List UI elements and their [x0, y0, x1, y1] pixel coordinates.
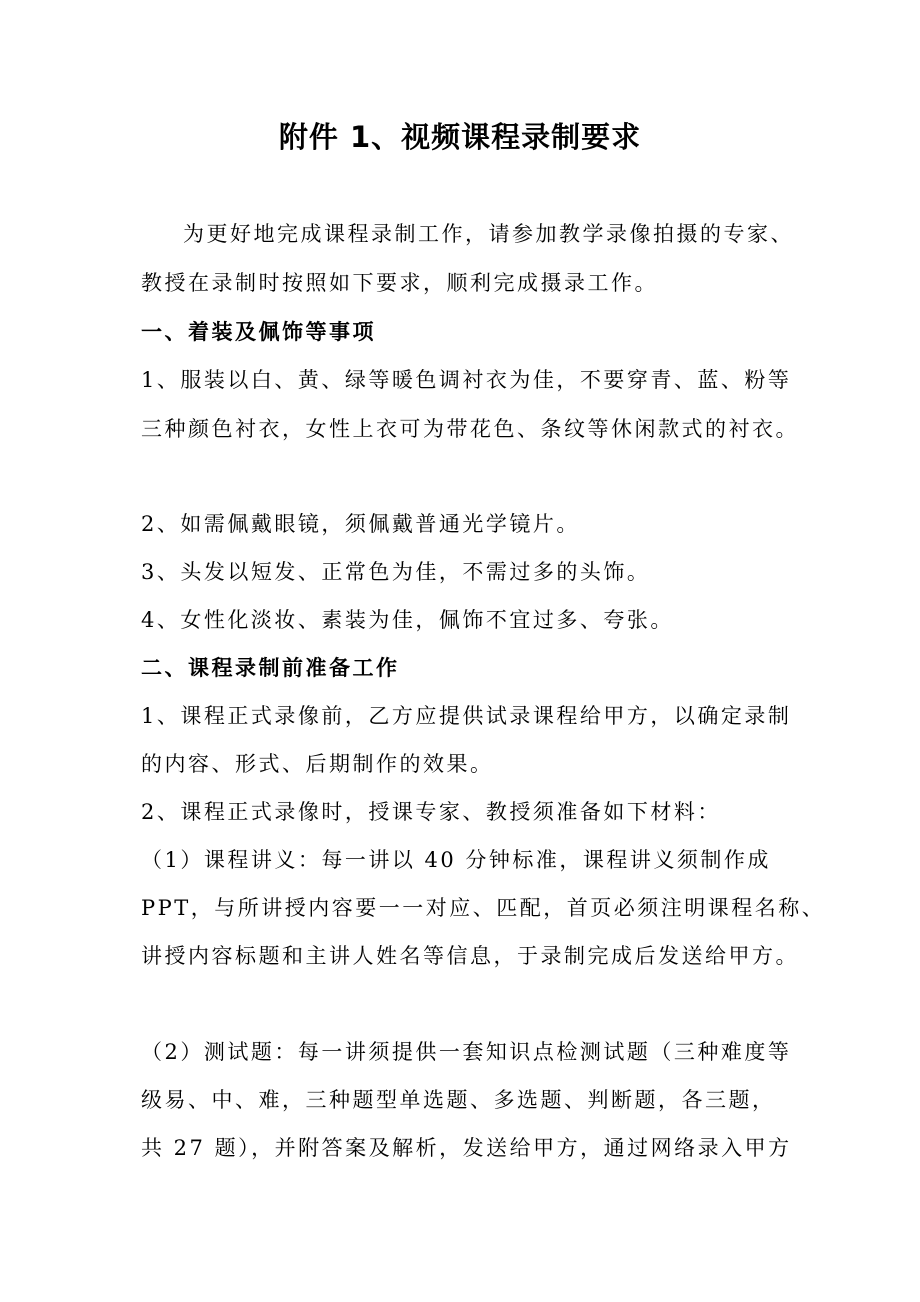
- section-2-sub-2-line-1: （2）测试题：每一讲须提供一套知识点检测试题（三种难度等: [141, 1040, 792, 1064]
- section-2-sub-2-line-3: 共 27 题），并附答案及解析，发送给甲方，通过网络录入甲方: [141, 1136, 792, 1160]
- document-title: 附件 1、视频课程录制要求: [278, 120, 642, 154]
- section-2-item-1-line-2: 的内容、形式、后期制作的效果。: [141, 752, 494, 776]
- section-2-item-1-line-1: 1、课程正式录像前，乙方应提供试录课程给甲方，以确定录制: [141, 704, 792, 728]
- section-2-item-2: 2、课程正式录像时，授课专家、教授须准备如下材料：: [141, 800, 721, 824]
- section-2-heading: 二、课程录制前准备工作: [141, 656, 400, 680]
- section-1-item-3: 3、头发以短发、正常色为佳，不需过多的头饰。: [141, 560, 651, 584]
- section-1-item-1-line-2: 三种颜色衬衣，女性上衣可为带花色、条纹等休闲款式的衬衣。: [141, 417, 799, 441]
- intro-line-2: 教授在录制时按照如下要求，顺利完成摄录工作。: [141, 271, 658, 295]
- section-1-item-2: 2、如需佩戴眼镜，须佩戴普通光学镜片。: [141, 512, 580, 536]
- section-1-heading: 一、着装及佩饰等事项: [141, 320, 376, 344]
- section-2-sub-1-line-1: （1）课程讲义：每一讲以 40 分钟标准，课程讲义须制作成: [141, 848, 771, 872]
- section-2-sub-2-line-2: 级易、中、难，三种题型单选题、多选题、判断题，各三题，: [141, 1088, 776, 1112]
- section-2-sub-1-line-3: 讲授内容标题和主讲人姓名等信息，于录制完成后发送给甲方。: [141, 944, 799, 968]
- section-1-item-4: 4、女性化淡妆、素装为佳，佩饰不宜过多、夸张。: [141, 608, 674, 632]
- intro-line-1: 为更好地完成课程录制工作，请参加教学录像拍摄的专家、: [183, 222, 794, 246]
- section-2-sub-1-line-2: PPT，与所讲授内容要一一对应、匹配，首页必须注明课程名称、: [141, 896, 826, 920]
- section-1-item-1-line-1: 1、服装以白、黄、绿等暖色调衬衣为佳，不要穿青、蓝、粉等: [141, 368, 792, 392]
